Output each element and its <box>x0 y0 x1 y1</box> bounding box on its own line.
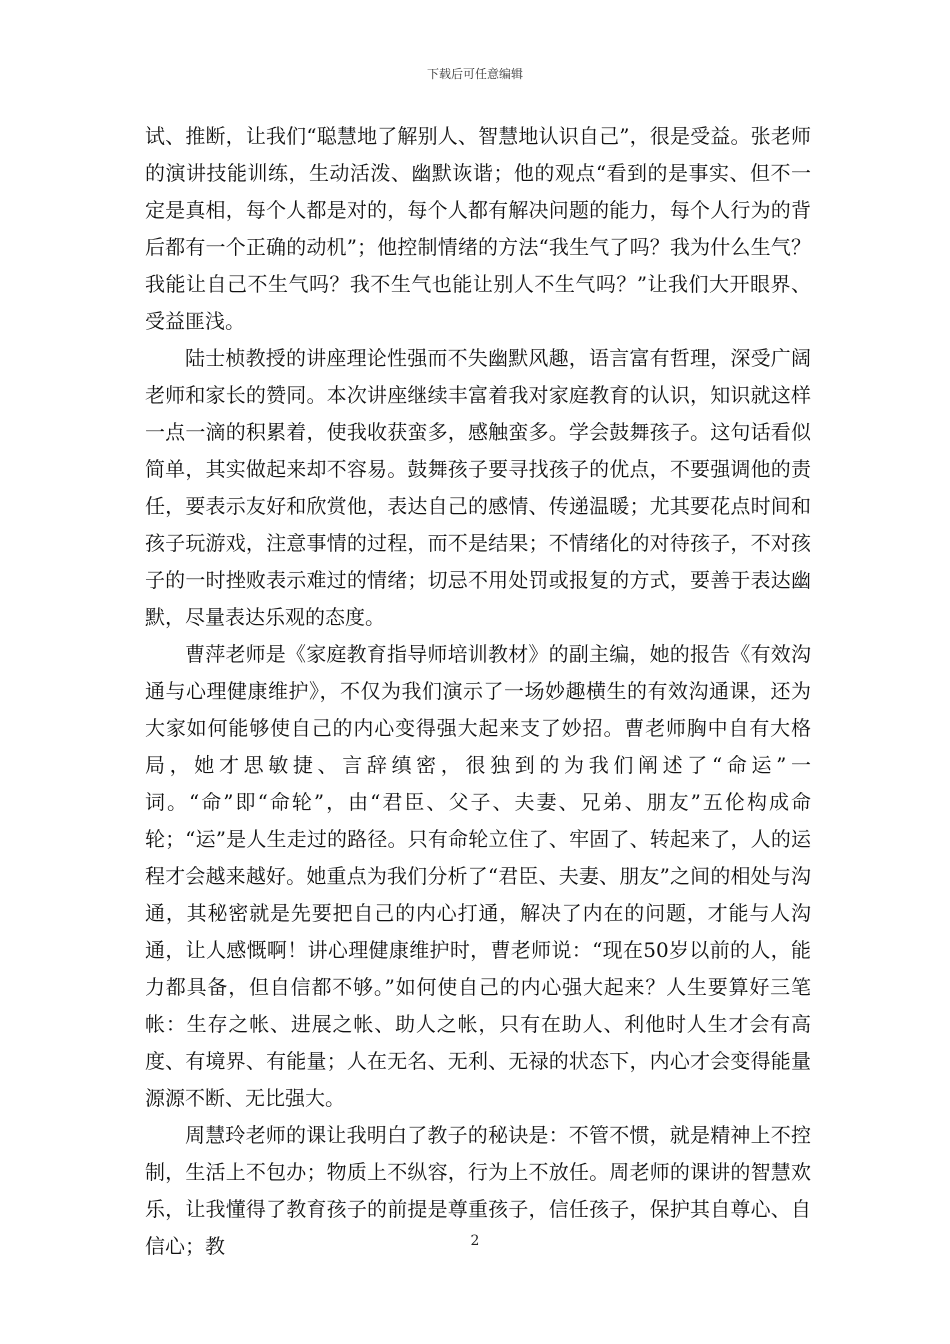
paragraph-continued: 试、推断，让我们“聪慧地了解别人、智慧地认识自己”，很是受益。张老师的演讲技能训练，生动活泼、幽默诙谐；他的观点“看到的是事实、但不一定是真相，每个人都是对的，每个人都有解决问题的能力，每个人行为的背后都有一个正确的动机”；他控制情绪的方法“我生气了吗？我为什么生气？我能让自己不生气吗？我不生气也能让别人不生气吗？”让我们大开眼界、受益匪浅。 <box>145 124 811 333</box>
page-number: 2 <box>470 1233 480 1249</box>
paragraph-cao-ping: 曹萍老师是《家庭教育指导师培训教材》的副主编，她的报告《有效沟通与心理健康维护》，不仅为我们演示了一场妙趣横生的有效沟通课，还为大家如何能够使自己的内心变得强大起来支了妙招。曹老师胸中自有大格局，她才思敏捷、言辞缜密，很独到的为我们阐述了“命运”一词。“命”即“命轮”，由“君臣、父子、夫妻、兄弟、朋友”五伦构成命轮；“运”是人生走过的路径。只有命轮立住了、牢固了、转起来了，人的运程才会越来越好。她重点为我们分析了“君臣、夫妻、朋友”之间的相处与沟通，其秘密就是先要把自己的内心打通，解决了内在的问题，才能与人沟通，让人感慨啊！讲心理健康维护时，曹老师说：“现在50岁以前的人，能力都具备，但自信都不够。”如何使自己的内心强大起来？人生要算好三笔帐：生存之帐、进展之帐、助人之帐，只有在助人、利他时人生才会有高度、有境界、有能量；人在无名、无利、无禄的状态下，内心才会变得能量源源不断、无比强大。 <box>145 642 811 1110</box>
paragraph-zhou-huiling: 周慧玲老师的课让我明白了教子的秘诀是：不管不惯，就是精神上不控制，生活上不包办；物质上不纵容，行为上不放任。周老师的课讲的智慧欢乐，让我懂得了教育孩子的前提是尊重孩子，信任孩子，保护其自尊心、自信心；教 <box>145 1123 811 1258</box>
document-body <box>145 118 811 1265</box>
page-header: 下载后可任意编辑 <box>426 67 523 81</box>
paragraph-lu-shizhen: 陆士桢教授的讲座理论性强而不失幽默风趣，语言富有哲理，深受广阔老师和家长的赞同。本次讲座继续丰富着我对家庭教育的认识，知识就这样一点一滴的积累着，使我收获蛮多，感触蛮多。学会鼓舞孩子。这句话看似简单，其实做起来却不容易。鼓舞孩子要寻找孩子的优点，不要强调他的责任，要表示友好和欣赏他，表达自己的感情、传递温暖；尤其要花点时间和孩子玩游戏，注意事情的过程，而不是结果；不情绪化的对待孩子，不对孩子的一时挫败表示难过的情绪；切忌不用处罚或报复的方式，要善于表达幽默，尽量表达乐观的态度。 <box>145 346 811 629</box>
